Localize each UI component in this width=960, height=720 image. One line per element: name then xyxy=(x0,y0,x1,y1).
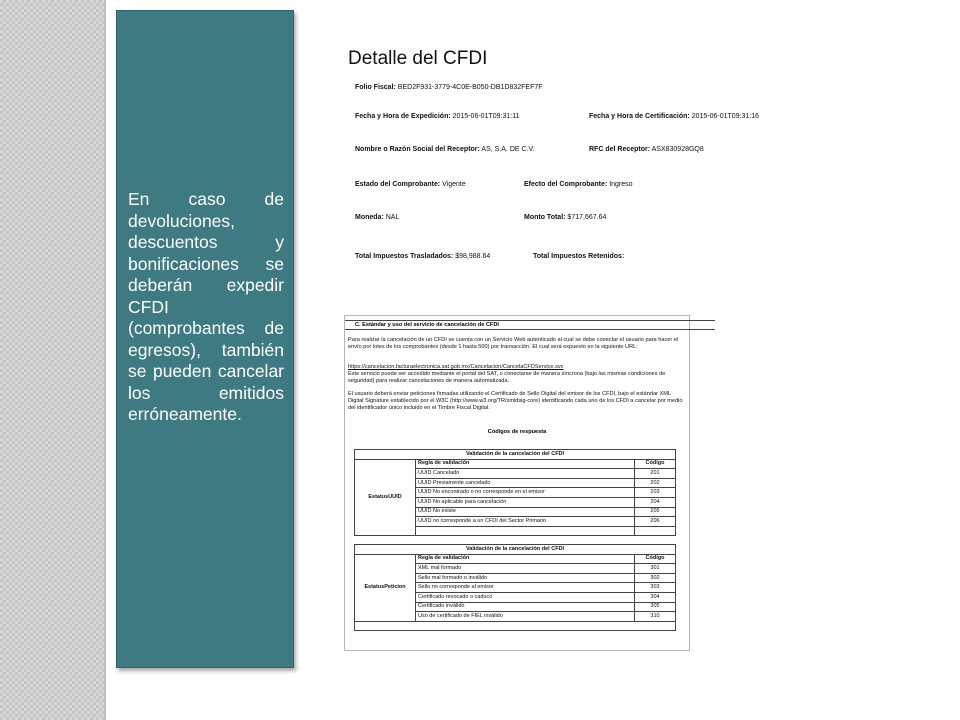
table-row xyxy=(355,621,676,631)
rule-cell: XML mal formado xyxy=(416,564,635,574)
rfc-label: RFC del Receptor: xyxy=(589,146,651,153)
rule-cell: Sello no corresponde al emisor xyxy=(416,583,635,593)
moneda-field xyxy=(355,214,399,221)
code-cell: 203 xyxy=(635,488,676,498)
code-cell: 301 xyxy=(635,564,676,574)
rule-cell: Certificado inválido xyxy=(416,602,635,612)
table1-code-header: Código xyxy=(635,459,676,469)
rule-cell: UUID Previamente cancelado xyxy=(416,478,635,488)
expedicion-field xyxy=(355,113,519,120)
rule-cell: UUID No encontrado o no corresponde en el emisor xyxy=(416,488,635,498)
certificacion-value: 2015-06-01T09:31:16 xyxy=(691,113,760,120)
rfc-field xyxy=(589,146,704,153)
efecto-label: Efecto del Comprobante: xyxy=(524,181,608,188)
table2-name: EstatusPeticion xyxy=(355,554,416,621)
estatus-uuid-table xyxy=(354,449,676,536)
rule-cell: Certificado revocado o caduco xyxy=(416,592,635,602)
code-cell: 201 xyxy=(635,469,676,479)
receptor-value: AS, S.A. DE C.V. xyxy=(481,146,535,153)
rule-cell: UUID No aplicable para cancelación xyxy=(416,497,635,507)
code-cell: 303 xyxy=(635,583,676,593)
rule-cell: Sello mal formado o inválido xyxy=(416,573,635,583)
cancellation-paragraph-3: El usuario deberá enviar peticiones firmadas utilizando el Certificado de Sello Digital del emisor de los CFDI, bajo el estándar XML Digital Signature establecido por el W3C (http://www.w3.org/TR/xmldsig-core) identificando cada uno de los CFDI a cancelar por medio del identificador único incluido en el Timbre Fiscal Digital. xyxy=(348,391,683,411)
retenidos-label: Total Impuestos Retenidos: xyxy=(533,253,625,260)
code-cell: 202 xyxy=(635,478,676,488)
monto-value: $717,667.64 xyxy=(567,214,607,221)
rule-cell: UUID no corresponde a un CFDI del Sector Primario xyxy=(416,517,635,527)
estatus-peticion-table xyxy=(354,544,676,631)
table2-rule-header: Regla de validación xyxy=(416,554,635,564)
code-cell: 304 xyxy=(635,592,676,602)
cancellation-paragraph-2: Este servicio puede ser accedido mediante el portal del SAT, o conectarse de manera síncrona (bajo las mismas condiciones de seguridad) para realizar cancelaciones de manera automatizada. xyxy=(348,371,666,384)
info-panel xyxy=(116,10,294,668)
rule-cell: Uso de certificado de FIEL inválido xyxy=(416,612,635,622)
rule-cell: UUID No existe xyxy=(416,507,635,517)
table1-name: EstatusUUID xyxy=(355,459,416,536)
moneda-label: Moneda: xyxy=(355,214,384,221)
code-cell: 206 xyxy=(635,517,676,527)
section-rule-bottom xyxy=(345,329,715,330)
table1-title: Validación de la cancelación del CFDI xyxy=(355,450,676,460)
table2-code-header: Código xyxy=(635,554,676,564)
info-panel-text: En caso de devoluciones, descuentos y bonificaciones se deberán expedir CFDI (comprobantes de egresos), también se pueden cancelar los emitidos erróneamente. xyxy=(128,189,284,424)
estado-value: Vigente xyxy=(442,181,466,188)
receptor-field xyxy=(355,146,534,153)
cfdi-title: Detalle del CFDI xyxy=(348,48,488,69)
moneda-value: NAL xyxy=(385,214,400,221)
receptor-label: Nombre o Razón Social del Receptor: xyxy=(355,146,480,153)
certificacion-label: Fecha y Hora de Certificación: xyxy=(589,113,690,120)
folio-label: Folio Fiscal: xyxy=(355,84,396,91)
monto-field xyxy=(524,214,606,221)
trasladados-value: $98,988.64 xyxy=(455,253,491,260)
trasladados-field xyxy=(355,253,490,260)
code-cell: 302 xyxy=(635,573,676,583)
section-title: C. Estándar y uso del servicio de cancelación de CFDI xyxy=(355,322,499,328)
efecto-field xyxy=(524,181,633,188)
table1-rule-header: Regla de validación xyxy=(416,459,635,469)
code-cell: 305 xyxy=(635,602,676,612)
code-cell: 310 xyxy=(635,612,676,622)
expedicion-value: 2015-06-01T09:31:11 xyxy=(452,113,520,120)
stripe-edge xyxy=(104,0,106,720)
estado-label: Estado del Comprobante: xyxy=(355,181,441,188)
table2-title: Validación de la cancelación del CFDI xyxy=(355,545,676,555)
monto-label: Monto Total: xyxy=(524,214,566,221)
codes-heading: Códigos de respuesta xyxy=(487,429,547,435)
code-cell: 205 xyxy=(635,507,676,517)
code-cell: 204 xyxy=(635,497,676,507)
retenidos-field xyxy=(533,253,624,260)
cancellation-url: https://cancelacion.facturaelectronica.sat.gob.mx/Cancelacion/CancelaCFDService.svc xyxy=(348,364,564,370)
folio-value: BED2F931-3779-4C0E-B050-DB1D832FEF7F xyxy=(397,84,543,91)
trasladados-label: Total Impuestos Trasladados: xyxy=(355,253,454,260)
certificacion-field xyxy=(589,113,759,120)
cancellation-paragraph-1: Para realizar la cancelación de un CFDI se cuenta con un Servicio Web autenticado al cual se debe conectar el usuario para hacer el envío por lotes de los comprobantes (desde 1 hasta 500) por transacción. El cual será expuesto en la siguiente URL: xyxy=(348,337,679,350)
decorative-stripe xyxy=(0,0,106,720)
section-rule-top xyxy=(345,320,715,321)
rule-cell: UUID Cancelado xyxy=(416,469,635,479)
cancellation-document xyxy=(344,315,690,651)
expedicion-label: Fecha y Hora de Expedición: xyxy=(355,113,451,120)
efecto-value: Ingreso xyxy=(609,181,633,188)
rfc-value: ASX830928GQ8 xyxy=(651,146,704,153)
estado-field xyxy=(355,181,466,188)
folio-field xyxy=(355,84,543,91)
